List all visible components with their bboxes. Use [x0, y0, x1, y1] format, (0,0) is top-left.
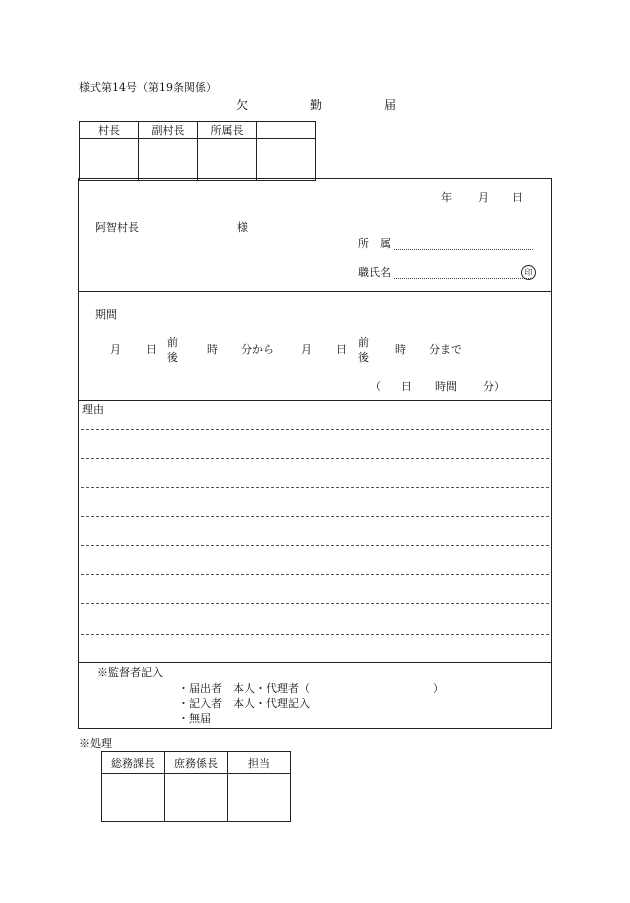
- approval-header-dept-head: 所属長: [198, 122, 257, 139]
- pm-label: 後: [167, 351, 178, 364]
- supervisor-item-filer[interactable]: ・届出者 本人・代理者（: [178, 682, 310, 695]
- reason-label: 理由: [82, 403, 104, 416]
- reason-line[interactable]: [81, 545, 549, 546]
- reason-line[interactable]: [81, 634, 549, 635]
- date-day-label: 日: [512, 191, 523, 204]
- reason-section: [78, 400, 552, 663]
- processing-table: [101, 751, 291, 822]
- form-number: 様式第14号（第19条関係）: [79, 81, 217, 94]
- name-label: 職氏名: [358, 266, 391, 279]
- approval-header-deputy-mayor: 副村長: [139, 122, 198, 139]
- processing-seal-cell[interactable]: [102, 774, 165, 822]
- date-year-label: 年: [441, 191, 452, 204]
- supervisor-item-writer[interactable]: ・記入者 本人・代理記入: [178, 697, 310, 710]
- approval-seal-cell[interactable]: [257, 139, 316, 181]
- approval-seal-cell[interactable]: [198, 139, 257, 181]
- from-minute-label: 分から: [241, 343, 274, 356]
- reason-line[interactable]: [81, 516, 549, 517]
- from-month-label: 月: [110, 343, 121, 356]
- to-hour-label: 時: [395, 343, 406, 356]
- processing-header-general-affairs-chief: 総務課長: [102, 752, 165, 774]
- period-label: 期間: [95, 308, 117, 321]
- approval-header-blank: [257, 122, 316, 139]
- processing-seal-cell[interactable]: [165, 774, 228, 822]
- processing-header-person-in-charge: 担当: [228, 752, 291, 774]
- honorific: 様: [237, 221, 248, 234]
- title-char-1: 欠: [236, 98, 249, 112]
- reason-line[interactable]: [81, 458, 549, 459]
- to-ampm-selector[interactable]: [358, 335, 369, 365]
- processing-seal-cell[interactable]: [228, 774, 291, 822]
- am-label: 前: [167, 336, 178, 349]
- reason-line[interactable]: [81, 487, 549, 488]
- processing-header-clerical-chief: 庶務係長: [165, 752, 228, 774]
- approval-seal-cell[interactable]: [139, 139, 198, 181]
- from-ampm-selector[interactable]: [167, 335, 178, 365]
- am-label: 前: [358, 336, 369, 349]
- supervisor-close-paren: ）: [433, 682, 444, 695]
- to-day-label: 日: [336, 343, 347, 356]
- duration-open-paren: （: [370, 380, 381, 393]
- processing-label: ※処理: [79, 737, 112, 750]
- supervisor-label: ※監督者記入: [97, 666, 163, 679]
- duration-hour-label: 時間: [435, 380, 457, 393]
- pm-label: 後: [358, 351, 369, 364]
- reason-line[interactable]: [81, 429, 549, 430]
- reason-line[interactable]: [81, 603, 549, 604]
- seal-icon: 印: [521, 265, 536, 280]
- approval-seal-cell[interactable]: [80, 139, 139, 181]
- from-hour-label: 時: [207, 343, 218, 356]
- to-minute-label: 分まで: [429, 343, 462, 356]
- from-day-label: 日: [146, 343, 157, 356]
- supervisor-item-no-notice[interactable]: ・無届: [178, 712, 211, 725]
- dept-field[interactable]: [394, 249, 533, 250]
- dept-label: 所 属: [358, 237, 391, 250]
- approval-header-mayor: 村長: [80, 122, 139, 139]
- title-char-3: 届: [384, 98, 397, 112]
- title-char-2: 勤: [310, 98, 323, 112]
- to-month-label: 月: [301, 343, 312, 356]
- approval-table: [79, 121, 316, 181]
- reason-line[interactable]: [81, 574, 549, 575]
- name-field[interactable]: [394, 278, 533, 279]
- duration-minute-label: 分）: [483, 380, 505, 393]
- date-month-label: 月: [478, 191, 489, 204]
- duration-day-label: 日: [401, 380, 412, 393]
- addressee-name: 阿智村長: [95, 221, 139, 234]
